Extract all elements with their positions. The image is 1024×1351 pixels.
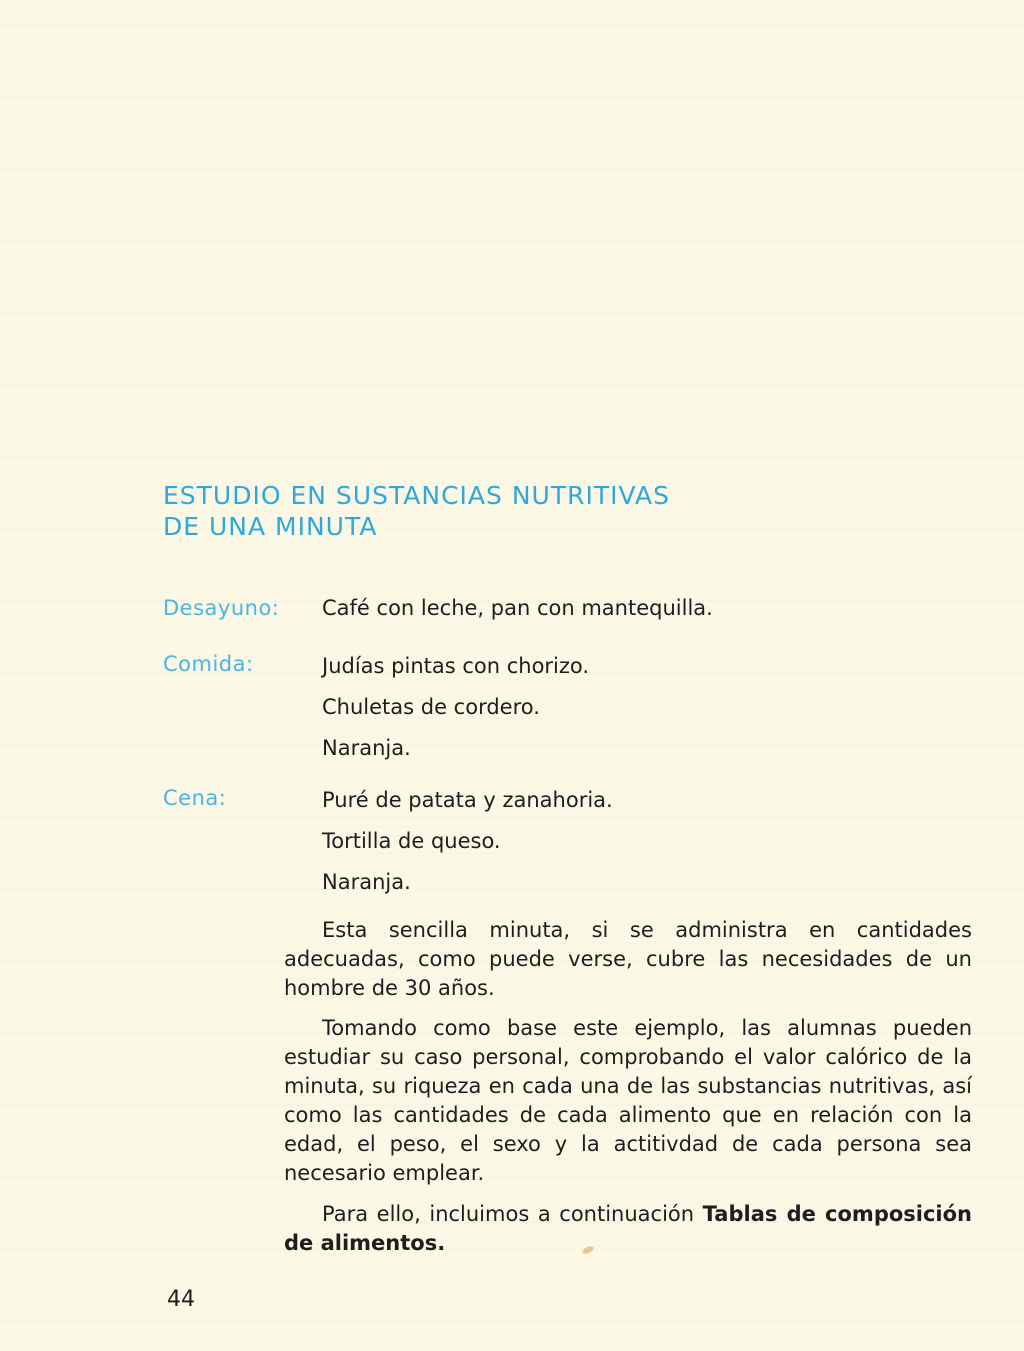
lunch-item: Judías pintas con chorizo. [322, 654, 590, 678]
lunch-items [322, 646, 589, 769]
lunch-label: Comida: [163, 652, 254, 676]
dinner-items [322, 780, 613, 903]
heading-line-2: DE UNA MINUTA [163, 512, 378, 541]
breakfast-items [322, 588, 713, 629]
tables-reference: Tablas de composición de alimentos. [284, 1202, 972, 1255]
dinner-label: Cena: [163, 786, 227, 810]
paragraph-1: Esta sencilla minuta, si se administra en cantidades adecuadas, como puede verse, cubre las necesidades de un hombre de 30 años. [284, 918, 972, 1000]
lunch-item: Chuletas de cordero. [322, 695, 540, 719]
dinner-item: Naranja. [322, 870, 411, 894]
page-heading [163, 480, 803, 542]
breakfast-label: Desayuno: [163, 596, 280, 620]
dinner-item: Tortilla de queso. [322, 829, 501, 853]
paragraph-3 [284, 1200, 972, 1258]
page-number: 44 [167, 1287, 195, 1312]
paragraph-3-text: Para ello, incluimos a continuación [322, 1202, 703, 1226]
paragraph-2: Tomando como base este ejemplo, las alumnas pueden estudiar su caso personal, comprobando el valor calórico de la minuta, su riqueza en cada una de las substancias nutritivas, así como las cantidades de cada alimento que en relación con la edad, el peso, el sexo y la actitivdad de cada persona sea necesario emplear. [284, 1016, 972, 1185]
breakfast-item: Café con leche, pan con mantequilla. [322, 596, 713, 620]
lunch-item: Naranja. [322, 736, 411, 760]
dinner-item: Puré de patata y zanahoria. [322, 788, 613, 812]
heading-line-1: ESTUDIO EN SUSTANCIAS NUTRITIVAS [163, 481, 670, 510]
